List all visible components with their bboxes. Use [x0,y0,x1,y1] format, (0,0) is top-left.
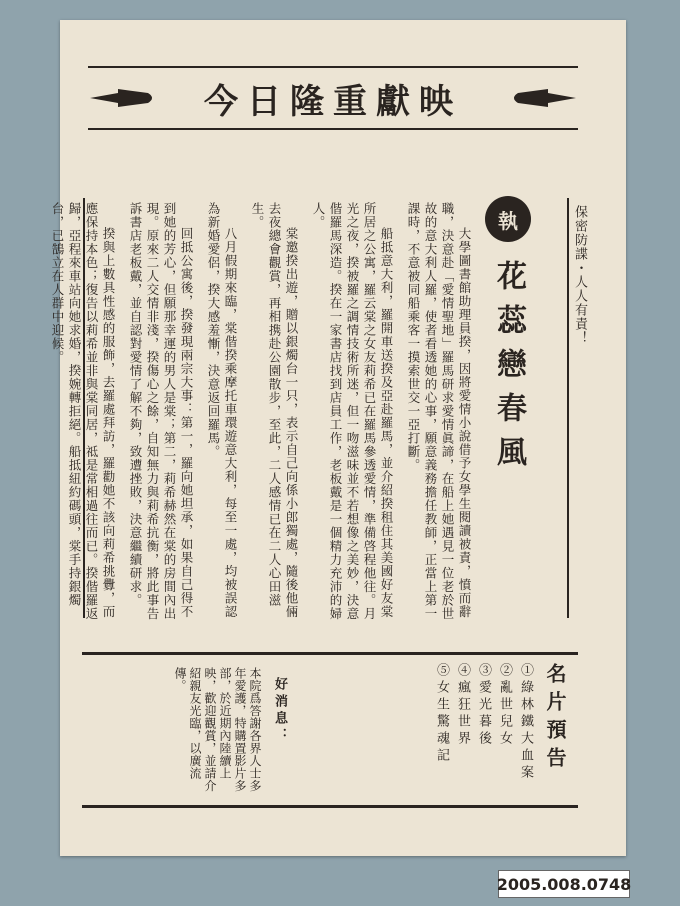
preview-list [432,663,535,795]
pointing-hand-icon-left [88,83,158,113]
preview-item: ③愛光暮後 [476,663,491,748]
top-rule [88,66,578,68]
slogan: 保密防諜・人人有責！ [572,205,587,345]
banner [88,72,578,124]
story-paragraph: 回抵公寓後，揆發現兩宗大事：第一，羅向她坦承，如果自己得不到她的芳心，但願那幸運的男人是棠；第二，莉希赫然在棠的房間內出現。原來二人交情非淺，揆傷心之餘，自知無力與莉希抗衡，將此事告訴書店老板戴，並自認對愛情了解不夠，致遭挫敗，決意繼續研求。 [128,202,194,621]
story-paragraph: 揆與上數具性感的服飾，去羅處拜訪，羅勸她不該向莉希挑釁，而應保持本色；復告以莉希並非與棠同居，祗是常相過往而已。揆偕羅返歸，亞程來車站向她求婚，揆婉轉拒絕。船抵紐約碼頭，棠手持銀燭台，已鵠立在人群中迎候。 [50,202,116,621]
banner-title: 映獻重隆日今 [204,81,462,122]
preview-item: ⑤女生驚魂記 [434,663,449,765]
film-title: 花蕊戀春風 [491,260,526,480]
preview-item: ④瘋狂世界 [455,663,470,748]
flyer-sheet [50,20,626,856]
story-paragraph: 棠邀揆出遊，贈以銀燭台一只，表示自己向係小郎獨處，隨後他倆去夜總會觀賞，再相携赴公園散步，至此，二人感情已在二人心田滋生。 [250,202,299,619]
preview-item: ②亂世兒女 [497,663,512,748]
emblem-logo: 執 [485,196,531,242]
good-news-heading: 好消息： [272,677,287,745]
preview-item: ①綠林鐵大血案 [518,663,533,782]
story-text [50,202,473,622]
banner-bottom-rule [88,128,578,130]
bottom-notice-box [82,652,578,808]
story-paragraph: 大學圖書館助理員揆，因將愛情小說借予女學生閱讀被責，憤而辭職，決意赴「愛情聖地」羅馬研求愛情眞諦，在船上她遇見一位老於世故的意大利人羅，使者看透她的心事，願意義務擔任教師，正當上第一課時，不意被同船乘客一摸索世交一亞打斷。 [406,202,472,621]
preview-title: 名片預告 [543,663,567,775]
pointing-hand-icon-right [508,83,578,113]
story-paragraph: 船抵意大利，羅開車送揆及亞赴羅馬，並介紹揆租住其美國好友棠所居之公寓，羅云棠之女友莉希已在羅馬參透愛情，準備啓程他往。月光之夜，揆被羅之調情技術所迷，但一吻滋味並不若想像之美妙，決意偕羅馬深造。揆在一家書店找到店員工作，老板戴是一個精力充沛的婦人。 [311,202,394,621]
preview-section [432,663,570,795]
ad-text: 本院爲答謝各界人士多年愛護，特購置影片多部，於近期內陸續上映，歡迎觀賞，並請介紹親友光臨，以廣流傳。 [173,667,262,792]
catalog-label: 2005.008.0748 [498,870,630,898]
story-paragraph: 八月假期來臨，棠偕揆乘摩托車環遊意大利，每至一處，均被誤認為新婚愛侶，揆大感羞慚，決意返回羅馬。 [206,202,238,619]
